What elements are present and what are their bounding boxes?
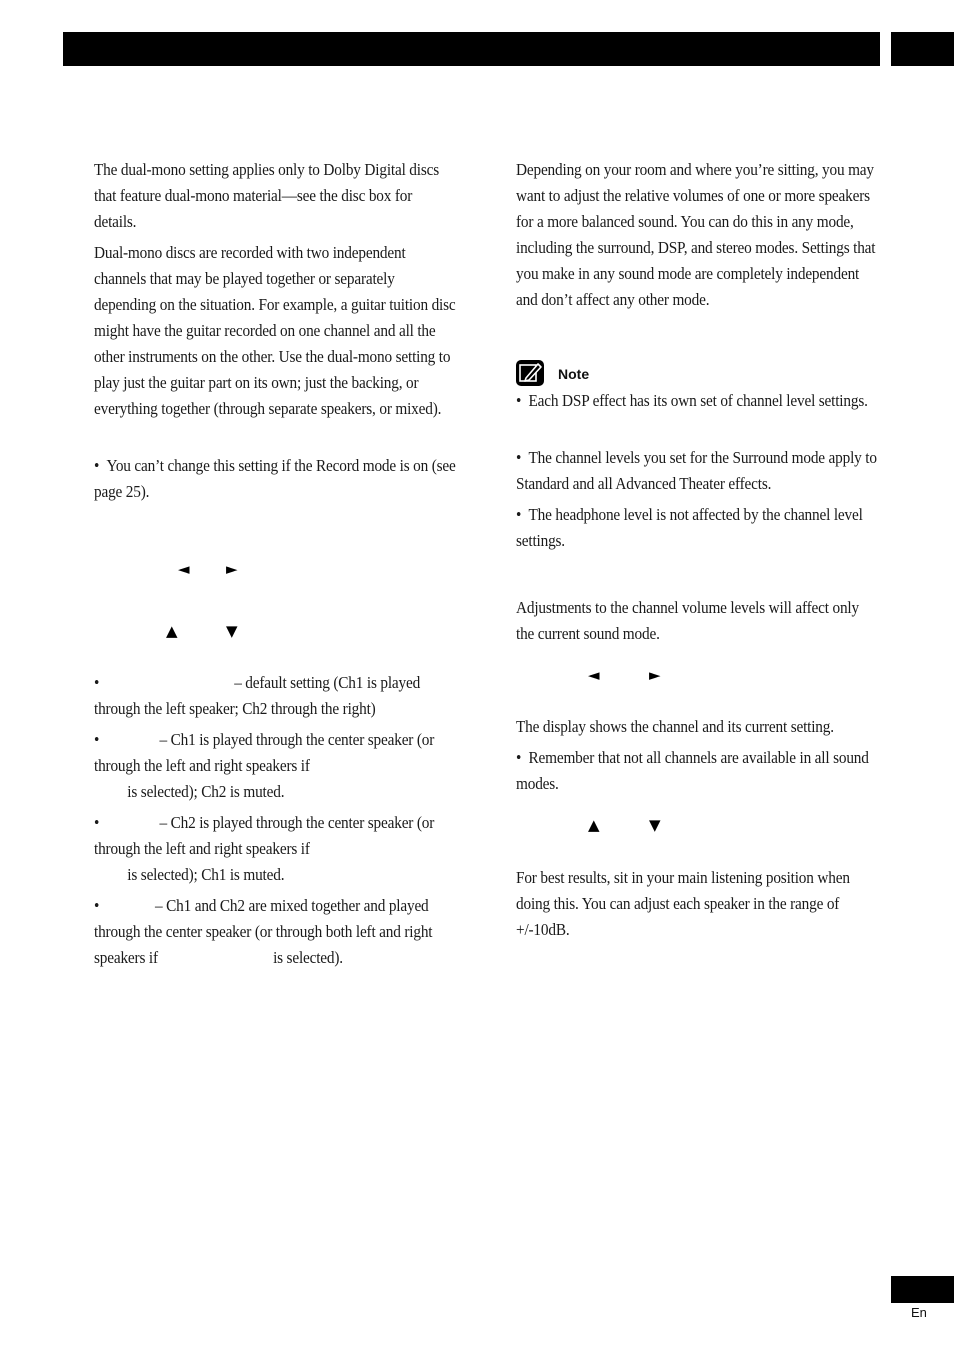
dual-mono-intro: The dual-mono setting applies only to Dolby Digital discs that feature dual-mono material—see the disc box for details. — [94, 160, 439, 231]
left-arrow-icon: ◄ — [588, 666, 600, 684]
up-arrow-icon: ▲ — [588, 816, 600, 834]
note-pencil-icon — [516, 360, 544, 386]
display-info: The display shows the channel and its current setting. — [516, 717, 834, 736]
channel-level-intro: Depending on your room and where you’re sitting, you may want to adjust the relative volumes of one or more speakers for a more balanced sound. You can do this in any mode, including the surround, DSP, and stereo modes. Settings that you make in any sound mode are completely independent and don’t affect any other mode. — [516, 160, 876, 309]
adjustment-note: Adjustments to the channel volume levels will affect only the current sound mode. — [516, 598, 859, 643]
channels-bullet: • Remember that not all channels are available in all sound modes. — [516, 748, 869, 793]
right-arrow-icon: ► — [226, 560, 238, 578]
note-dsp-bullet: • Each DSP effect has its own set of channel level settings. — [516, 391, 868, 410]
right-arrow-icon: ► — [649, 666, 661, 684]
down-arrow-icon: ▼ — [226, 622, 238, 640]
note-surround-bullet: • The channel levels you set for the Surround mode apply to Standard and all Advanced Theater effects. — [516, 448, 877, 493]
left-arrow-icon: ◄ — [178, 560, 190, 578]
option-mix: • – Ch1 and Ch2 are mixed together and played through the center speaker (or through both left and right speakers if is selected). — [94, 896, 433, 967]
option-ch2: • – Ch2 is played through the center speaker (or through the left and right speakers if is selected); Ch1 is muted. — [94, 813, 435, 884]
header-bar — [63, 32, 880, 66]
header-tab — [891, 32, 954, 66]
down-arrow-icon: ▼ — [649, 816, 661, 834]
dual-mono-description: Dual-mono discs are recorded with two independent channels that may be played together or separately depending on the situation. For example, a guitar tuition disc might have the guitar recorded on one channel and all the other instruments on the other. Use the dual-mono setting to play just the guitar part on its own; just the backing, or everything together (through separate speakers, or mixed). — [94, 243, 456, 418]
language-label: En — [911, 1305, 927, 1320]
note-label: Note — [558, 366, 590, 382]
footer-tab — [891, 1276, 954, 1303]
note-headphone-bullet: • The headphone level is not affected by the channel level settings. — [516, 505, 863, 550]
option-ch1: • – Ch1 is played through the center speaker (or through the left and right speakers if is selected); Ch2 is muted. — [94, 730, 435, 801]
option-stereo: • – default setting (Ch1 is played through the left speaker; Ch2 through the right) — [94, 673, 421, 718]
up-arrow-icon: ▲ — [166, 622, 178, 640]
listening-position-tip: For best results, sit in your main listening position when doing this. You can adjust each speaker in the range of +/-10dB. — [516, 868, 850, 939]
record-mode-bullet: • You can’t change this setting if the Record mode is on (see page 25). — [94, 456, 456, 501]
